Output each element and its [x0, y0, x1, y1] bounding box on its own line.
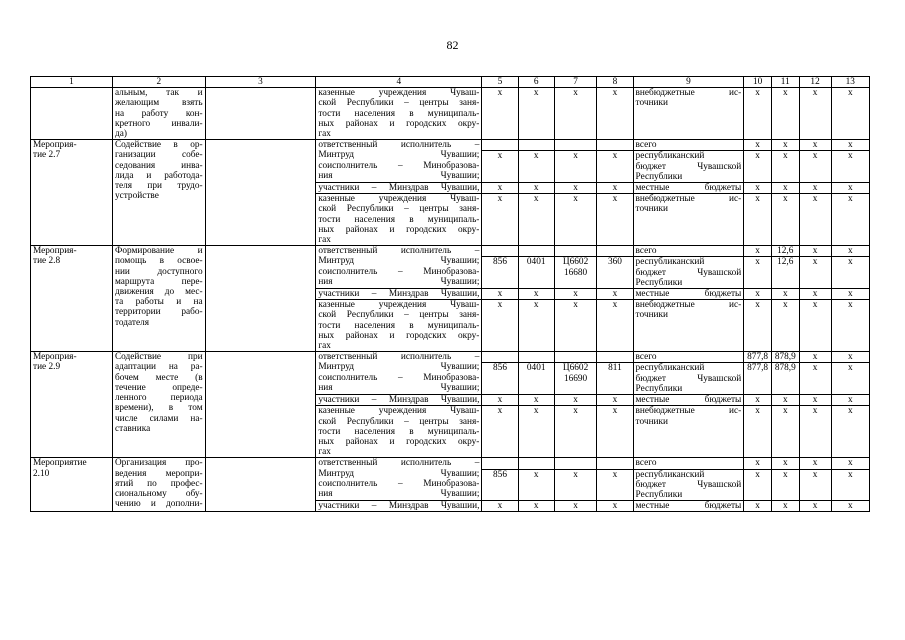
value-cell-c12: x: [799, 140, 831, 151]
value-cell-c8: x: [597, 289, 633, 300]
value-cell-c6: 0401: [518, 257, 554, 289]
value-cell-c5: 856: [482, 363, 518, 395]
value-cell-c7: x: [554, 194, 597, 246]
value-cell-c12: x: [799, 395, 831, 406]
value-cell-c9: внебюджетные ис- точники: [633, 406, 744, 458]
value-cell-c7: Ц6602 16680: [554, 257, 597, 289]
value-cell-c13: x: [831, 458, 869, 469]
value-cell-c6: x: [518, 289, 554, 300]
value-cell-c6: 0401: [518, 363, 554, 395]
value-cell-c8: [597, 246, 633, 257]
value-cell-c13: x: [831, 88, 869, 140]
value-cell-c10: x: [744, 88, 772, 140]
value-cell-c10: x: [744, 395, 772, 406]
value-cell-c11: 878,9: [771, 363, 799, 395]
value-cell-c7: x: [554, 501, 597, 512]
measure-name-cell: [31, 88, 113, 140]
value-cell-c7: x: [554, 183, 597, 194]
participants-cell: участники – Минздрав Чувашии,: [316, 395, 482, 406]
value-cell-c11: x: [771, 88, 799, 140]
value-cell-c9: всего: [633, 246, 744, 257]
value-cell-c11: x: [771, 458, 799, 469]
value-cell-c12: x: [799, 352, 831, 363]
value-cell-c13: x: [831, 363, 869, 395]
value-cell-c8: x: [597, 183, 633, 194]
executors-cell: ответственный исполнитель – Минтруд Чувашии; соисполнитель – Минобразова- ния Чувашии;: [316, 352, 482, 395]
value-cell-c5: x: [482, 395, 518, 406]
executors-cell: казенные учреждения Чуваш- ской Республики – центры заня- тости населения в муниципаль- ных районах и городских окру- гах: [316, 88, 482, 140]
measure-desc-cell: Организация про- ведения меропри- ятий по профес- сиональному обу- чению и дополни-: [112, 458, 205, 512]
value-cell-c13: x: [831, 151, 869, 183]
header-cell: 3: [205, 77, 316, 88]
participants-cell: участники – Минздрав Чувашии,: [316, 289, 482, 300]
value-cell-c12: x: [799, 469, 831, 501]
value-cell-c6: x: [518, 406, 554, 458]
value-cell-c12: x: [799, 194, 831, 246]
value-cell-c10: x: [744, 151, 772, 183]
value-cell-c5: x: [482, 88, 518, 140]
table-row: [31, 352, 870, 363]
header-cell: 7: [554, 77, 597, 88]
value-cell-c7: x: [554, 88, 597, 140]
value-cell-c10: x: [744, 140, 772, 151]
header-cell: 8: [597, 77, 633, 88]
value-cell-c10: x: [744, 501, 772, 512]
col3-cell: [205, 88, 316, 140]
value-cell-c7: x: [554, 395, 597, 406]
value-cell-c5: [482, 140, 518, 151]
value-cell-c9: республиканский бюджет Чувашской Республики: [633, 151, 744, 183]
header-cell: 6: [518, 77, 554, 88]
measure-desc-cell: альным, так и желающим взять на работу кон- кретного инвали- да): [112, 88, 205, 140]
value-cell-c6: [518, 246, 554, 257]
value-cell-c10: x: [744, 257, 772, 289]
col3-cell: [205, 352, 316, 458]
value-cell-c9: внебюджетные ис- точники: [633, 194, 744, 246]
participants-cell: участники – Минздрав Чувашии,: [316, 501, 482, 512]
value-cell-c11: x: [771, 469, 799, 501]
value-cell-c12: x: [799, 501, 831, 512]
value-cell-c9: внебюджетные ис- точники: [633, 88, 744, 140]
participants-cell: участники – Минздрав Чувашии,: [316, 183, 482, 194]
value-cell-c9: местные бюджеты: [633, 501, 744, 512]
value-cell-c11: x: [771, 406, 799, 458]
value-cell-c11: x: [771, 194, 799, 246]
value-cell-c7: [554, 352, 597, 363]
value-cell-c13: x: [831, 300, 869, 352]
value-cell-c6: [518, 140, 554, 151]
table-row: [31, 140, 870, 151]
page-number: 82: [446, 38, 459, 52]
value-cell-c5: x: [482, 151, 518, 183]
col3-cell: [205, 246, 316, 352]
header-cell: 13: [831, 77, 869, 88]
value-cell-c7: x: [554, 151, 597, 183]
value-cell-c11: 878,9: [771, 352, 799, 363]
table-row: [31, 458, 870, 469]
value-cell-c11: x: [771, 140, 799, 151]
value-cell-c9: внебюджетные ис- точники: [633, 300, 744, 352]
header-cell: 1: [31, 77, 113, 88]
value-cell-c5: x: [482, 406, 518, 458]
value-cell-c7: [554, 458, 597, 469]
measure-desc-cell: Содействие при адаптации на ра- бочем месте (в течение опреде- ленного периода времени), в том числе силами на- ставника: [112, 352, 205, 458]
value-cell-c11: 12,6: [771, 246, 799, 257]
value-cell-c10: x: [744, 406, 772, 458]
value-cell-c8: [597, 140, 633, 151]
value-cell-c10: x: [744, 289, 772, 300]
header-cell: 2: [112, 77, 205, 88]
measure-name-cell: Мероприя- тие 2.9: [31, 352, 113, 458]
value-cell-c9: всего: [633, 352, 744, 363]
header-cell: 12: [799, 77, 831, 88]
value-cell-c7: Ц6602 16690: [554, 363, 597, 395]
value-cell-c8: 360: [597, 257, 633, 289]
value-cell-c5: [482, 352, 518, 363]
table-row: [31, 246, 870, 257]
value-cell-c5: x: [482, 183, 518, 194]
value-cell-c7: x: [554, 406, 597, 458]
value-cell-c6: x: [518, 151, 554, 183]
value-cell-c9: республиканский бюджет Чувашской Республики: [633, 363, 744, 395]
participants-cell: казенные учреждения Чуваш- ской Республики – центры заня- тости населения в муниципаль- ных районах и городских окру- гах: [316, 300, 482, 352]
value-cell-c13: x: [831, 469, 869, 501]
value-cell-c9: местные бюджеты: [633, 289, 744, 300]
value-cell-c6: x: [518, 395, 554, 406]
value-cell-c6: [518, 458, 554, 469]
header-cell: 5: [482, 77, 518, 88]
value-cell-c11: x: [771, 300, 799, 352]
header-cell: 4: [316, 77, 482, 88]
header-cell: 11: [771, 77, 799, 88]
value-cell-c6: x: [518, 469, 554, 501]
participants-cell: казенные учреждения Чуваш- ской Республики – центры заня- тости населения в муниципаль- ных районах и городских окру- гах: [316, 194, 482, 246]
value-cell-c8: [597, 352, 633, 363]
value-cell-c11: x: [771, 183, 799, 194]
value-cell-c10: x: [744, 194, 772, 246]
executors-cell: ответственный исполнитель – Минтруд Чувашии; соисполнитель – Минобразова- ния Чувашии;: [316, 140, 482, 183]
value-cell-c13: x: [831, 406, 869, 458]
value-cell-c12: x: [799, 151, 831, 183]
value-cell-c13: x: [831, 194, 869, 246]
value-cell-c5: [482, 246, 518, 257]
value-cell-c6: x: [518, 194, 554, 246]
executors-cell: ответственный исполнитель – Минтруд Чувашии; соисполнитель – Минобразова- ния Чувашии;: [316, 246, 482, 289]
value-cell-c8: x: [597, 151, 633, 183]
value-cell-c8: x: [597, 88, 633, 140]
value-cell-c9: местные бюджеты: [633, 183, 744, 194]
value-cell-c13: x: [831, 183, 869, 194]
value-cell-c6: x: [518, 300, 554, 352]
participants-cell: казенные учреждения Чуваш- ской Республики – центры заня- тости населения в муниципаль- ных районах и городских окру- гах: [316, 406, 482, 458]
value-cell-c7: x: [554, 300, 597, 352]
value-cell-c9: местные бюджеты: [633, 395, 744, 406]
value-cell-c8: x: [597, 194, 633, 246]
value-cell-c10: x: [744, 246, 772, 257]
value-cell-c10: x: [744, 469, 772, 501]
value-cell-c13: x: [831, 289, 869, 300]
value-cell-c10: 877,8: [744, 363, 772, 395]
value-cell-c13: x: [831, 140, 869, 151]
value-cell-c13: x: [831, 352, 869, 363]
table-row: [31, 88, 870, 140]
header-cell: 9: [633, 77, 744, 88]
header-row: [31, 77, 870, 88]
header-cell: 10: [744, 77, 772, 88]
value-cell-c12: x: [799, 406, 831, 458]
value-cell-c6: x: [518, 183, 554, 194]
value-cell-c12: x: [799, 363, 831, 395]
measure-desc-cell: Содействие в ор- ганизации собе- седования инва- лида и работода- теля при трудо- устройстве: [112, 140, 205, 246]
value-cell-c12: x: [799, 88, 831, 140]
value-cell-c8: x: [597, 469, 633, 501]
value-cell-c13: x: [831, 257, 869, 289]
value-cell-c11: x: [771, 151, 799, 183]
col3-cell: [205, 458, 316, 512]
col3-cell: [205, 140, 316, 246]
value-cell-c11: x: [771, 395, 799, 406]
value-cell-c10: x: [744, 183, 772, 194]
value-cell-c7: [554, 140, 597, 151]
value-cell-c12: x: [799, 300, 831, 352]
value-cell-c7: x: [554, 289, 597, 300]
value-cell-c9: всего: [633, 458, 744, 469]
value-cell-c9: всего: [633, 140, 744, 151]
value-cell-c8: x: [597, 300, 633, 352]
value-cell-c13: x: [831, 501, 869, 512]
value-cell-c12: x: [799, 289, 831, 300]
value-cell-c5: 856: [482, 469, 518, 501]
value-cell-c10: x: [744, 300, 772, 352]
value-cell-c8: x: [597, 406, 633, 458]
value-cell-c10: x: [744, 458, 772, 469]
value-cell-c8: x: [597, 501, 633, 512]
value-cell-c5: x: [482, 300, 518, 352]
value-cell-c7: x: [554, 469, 597, 501]
program-table: [30, 76, 870, 512]
value-cell-c5: 856: [482, 257, 518, 289]
value-cell-c9: республиканский бюджет Чувашской Республики: [633, 257, 744, 289]
value-cell-c11: 12,6: [771, 257, 799, 289]
value-cell-c8: 811: [597, 363, 633, 395]
value-cell-c13: x: [831, 395, 869, 406]
measure-name-cell: Мероприя- тие 2.8: [31, 246, 113, 352]
value-cell-c12: x: [799, 183, 831, 194]
value-cell-c12: x: [799, 246, 831, 257]
measure-name-cell: Мероприя- тие 2.7: [31, 140, 113, 246]
value-cell-c5: x: [482, 289, 518, 300]
value-cell-c5: [482, 458, 518, 469]
value-cell-c10: 877,8: [744, 352, 772, 363]
value-cell-c8: [597, 458, 633, 469]
value-cell-c6: x: [518, 501, 554, 512]
value-cell-c6: [518, 352, 554, 363]
measure-name-cell: Мероприятие 2.10: [31, 458, 113, 512]
value-cell-c6: x: [518, 88, 554, 140]
value-cell-c11: x: [771, 501, 799, 512]
value-cell-c9: республиканский бюджет Чувашской Республики: [633, 469, 744, 501]
value-cell-c7: [554, 246, 597, 257]
executors-cell: ответственный исполнитель – Минтруд Чувашии; соисполнитель – Минобразова- ния Чувашии;: [316, 458, 482, 501]
value-cell-c5: x: [482, 501, 518, 512]
value-cell-c5: x: [482, 194, 518, 246]
value-cell-c11: x: [771, 289, 799, 300]
value-cell-c12: x: [799, 257, 831, 289]
value-cell-c12: x: [799, 458, 831, 469]
value-cell-c13: x: [831, 246, 869, 257]
value-cell-c8: x: [597, 395, 633, 406]
measure-desc-cell: Формирование и помощь в освое- нии доступного маршрута пере- движения до мес- та работы и на территории рабо- тодателя: [112, 246, 205, 352]
